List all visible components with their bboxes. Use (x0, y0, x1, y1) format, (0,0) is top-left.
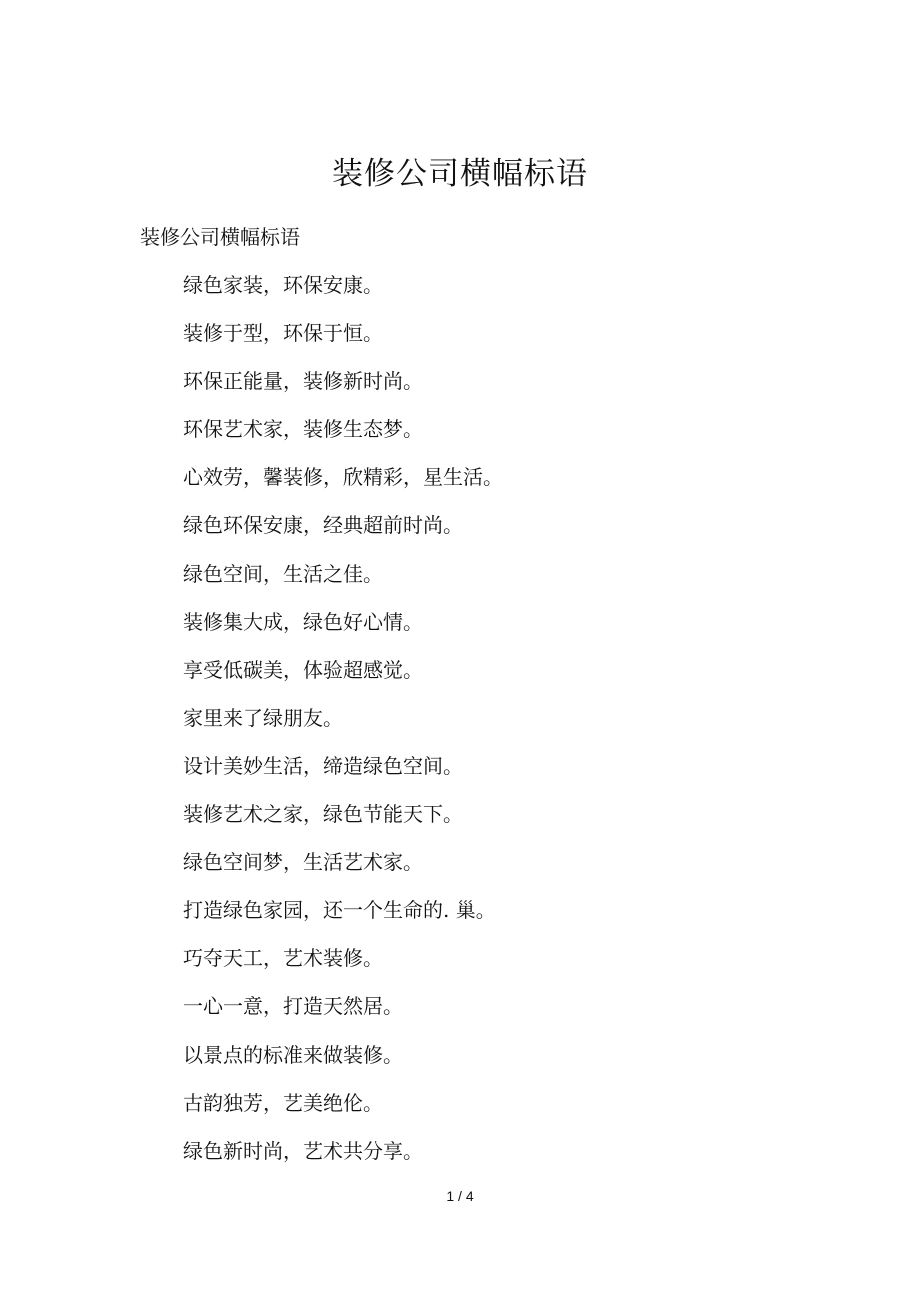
slogan-line: 装修集大成，绿色好心情。 (183, 609, 423, 634)
slogan-line: 打造绿色家园，还一个生命的. 巢。 (183, 898, 496, 923)
slogan-line: 装修于型，环保于恒。 (183, 321, 383, 346)
slogan-line: 绿色家装，环保安康。 (183, 273, 383, 297)
document-title: 装修公司横幅标语 (332, 156, 588, 192)
slogan-line: 巧夺天工，艺术装修。 (183, 946, 383, 971)
slogan-line: 享受低碳美，体验超感觉。 (183, 657, 423, 682)
slogan-list (183, 271, 503, 1185)
slogan-line: 环保正能量，装修新时尚。 (183, 369, 423, 394)
slogan-line: 绿色新时尚，艺术共分享。 (183, 1138, 423, 1163)
slogan-line: 绿色环保安康，经典超前时尚。 (183, 513, 463, 538)
slogan-line: 绿色空间，生活之佳。 (183, 561, 383, 586)
slogan-line: 设计美妙生活，缔造绿色空间。 (183, 753, 463, 778)
page-number: 1 / 4 (446, 1188, 474, 1204)
slogan-line: 以景点的标准来做装修。 (183, 1042, 403, 1067)
slogan-line: 家里来了绿朋友。 (183, 705, 343, 730)
slogan-line: 环保艺术家，装修生态梦。 (183, 417, 423, 442)
slogan-line: 心效劳，馨装修，欣精彩，星生活。 (183, 465, 503, 490)
document-subtitle: 装修公司横幅标语 (140, 225, 300, 249)
slogan-line: 一心一意，打造天然居。 (183, 994, 403, 1019)
slogan-line: 装修艺术之家，绿色节能天下。 (183, 802, 463, 827)
slogan-line: 古韵独芳，艺美绝伦。 (183, 1090, 383, 1115)
slogan-line: 绿色空间梦，生活艺术家。 (183, 850, 423, 875)
